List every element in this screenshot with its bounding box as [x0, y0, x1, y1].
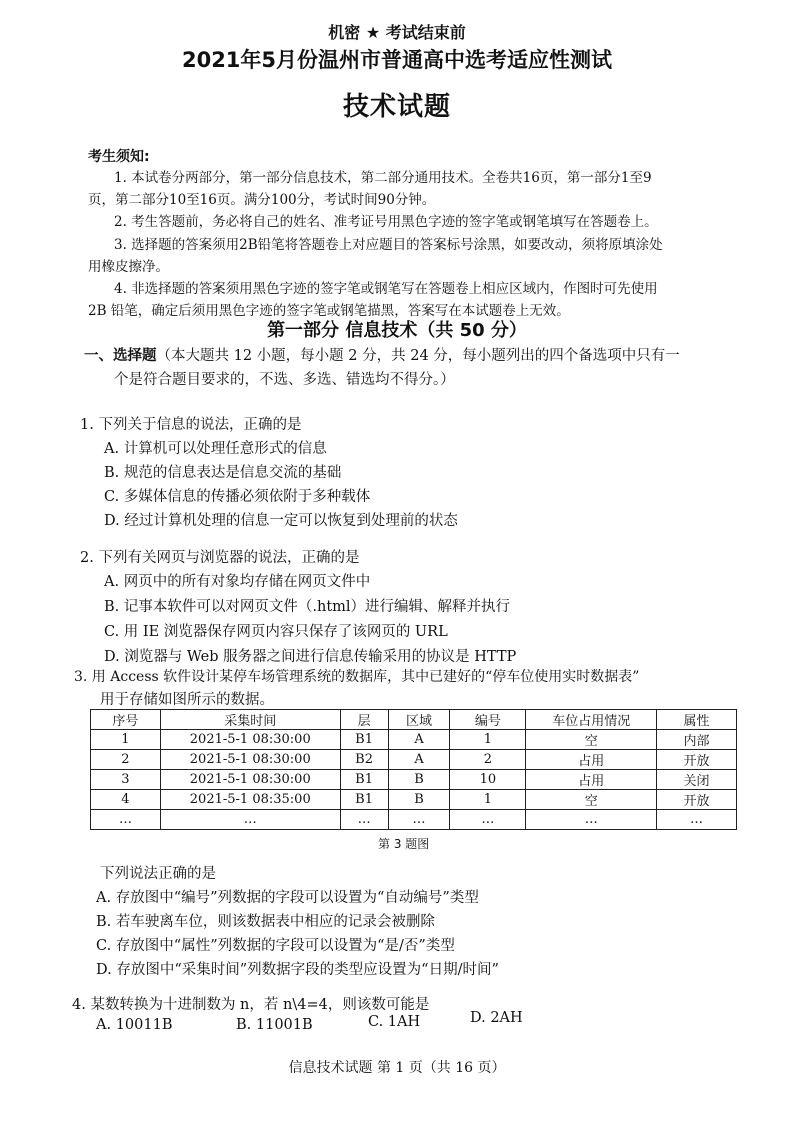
table-cell: 占用 — [526, 770, 657, 790]
table-header-cell: 属性 — [657, 710, 737, 730]
q2-option-b: B. 记事本软件可以对网页文件（.html）进行编辑、解释并执行 — [104, 599, 511, 615]
table-cell: 4 — [91, 790, 161, 810]
table-cell: B1 — [340, 730, 388, 750]
table-cell: B2 — [340, 750, 388, 770]
q4-option-a: A. 10011B — [96, 1017, 173, 1033]
table-cell: A — [388, 730, 450, 750]
table-cell: … — [91, 810, 161, 830]
notice-line-2: 页，第二部分10至16页。满分100分，考试时间90分钟。 — [88, 192, 436, 208]
section-title: 第一部分 信息技术（共 50 分） — [267, 320, 527, 341]
table-row — [91, 770, 737, 790]
q2-stem: 2. 下列有关网页与浏览器的说法，正确的是 — [80, 550, 360, 566]
q3-option-a: A. 存放图中“编号”列数据的字段可以设置为“自动编号”类型 — [96, 890, 479, 906]
table-cell: 3 — [91, 770, 161, 790]
table-cell: B — [388, 790, 450, 810]
confidential-label: 机密 ★ 考试结束前 — [328, 23, 466, 42]
table-row — [91, 790, 737, 810]
table-cell: B1 — [340, 790, 388, 810]
q3-stem-1: 3. 用 Access 软件设计某停车场管理系统的数据库，其中已建好的“停车位使用实时数据表” — [74, 669, 640, 685]
q4-option-b: B. 11001B — [236, 1017, 313, 1033]
table-cell: 1 — [91, 730, 161, 750]
table-cell: 1 — [450, 730, 526, 750]
table-cell: 10 — [450, 770, 526, 790]
table-cell: 2021-5-1 08:35:00 — [160, 790, 340, 810]
table-cell: 关闭 — [657, 770, 737, 790]
q2-option-a: A. 网页中的所有对象均存储在网页文件中 — [104, 574, 371, 590]
part-heading: 一、选择题 — [84, 348, 157, 364]
notice-line-4: 3. 选择题的答案须用2B铅笔将答题卷上对应题目的答案标号涂黑，如要改动，须将原填涂处 — [114, 237, 663, 253]
figure-caption: 第 3 题图 — [378, 837, 430, 851]
table-cell: 2 — [91, 750, 161, 770]
table-row — [91, 730, 737, 750]
notice-line-6: 4. 非选择题的答案须用黑色字迹的签字笔或钢笔写在答题卷上相应区域内，作图时可先使用 — [114, 281, 658, 297]
part-desc-2: 个是符合题目要求的，不选、多选、错选均不得分。） — [114, 372, 455, 388]
table-cell: 2 — [450, 750, 526, 770]
q4-stem: 4. 某数转换为十进制数为 n，若 n\4=4，则该数可能是 — [72, 997, 430, 1013]
table-header-cell: 采集时间 — [160, 710, 340, 730]
q1-option-d: D. 经过计算机处理的信息一定可以恢复到处理前的状态 — [104, 513, 458, 529]
table-row — [91, 810, 737, 830]
table-header-cell: 序号 — [91, 710, 161, 730]
table-cell: 空 — [526, 790, 657, 810]
page-footer: 信息技术试题 第 1 页（共 16 页） — [288, 1060, 506, 1076]
parking-data-table — [90, 709, 737, 830]
table-row — [91, 750, 737, 770]
notice-line-3: 2. 考生答题前，务必将自己的姓名、准考证号用黑色字迹的签字笔或钢笔填写在答题卷上。 — [114, 214, 658, 230]
table-cell: … — [657, 810, 737, 830]
table-cell: … — [160, 810, 340, 830]
paper-title: 技术试题 — [342, 92, 451, 122]
table-cell: 占用 — [526, 750, 657, 770]
q2-option-c: C. 用 IE 浏览器保存网页内容只保存了该网页的 URL — [104, 624, 448, 640]
table-cell: … — [450, 810, 526, 830]
exam-title: 2021年5月份温州市普通高中选考适应性测试 — [181, 48, 613, 72]
table-cell: 内部 — [657, 730, 737, 750]
table-header-row — [91, 710, 737, 730]
q1-option-c: C. 多媒体信息的传播必须依附于多种载体 — [104, 489, 371, 505]
table-cell: 1 — [450, 790, 526, 810]
table-header-cell: 编号 — [450, 710, 526, 730]
table-header-cell: 车位占用情况 — [526, 710, 657, 730]
table-cell: B1 — [340, 770, 388, 790]
table-cell: 2021-5-1 08:30:00 — [160, 750, 340, 770]
notice-title: 考生须知: — [88, 149, 150, 165]
notice-line-7: 2B 铅笔，确定后须用黑色字迹的签字笔或钢笔描黑，答案写在本试题卷上无效。 — [88, 303, 570, 319]
notice-line-1: 1. 本试卷分两部分，第一部分信息技术，第二部分通用技术。全卷共16页，第一部分1至9 — [114, 170, 652, 186]
q1-stem: 1. 下列关于信息的说法，正确的是 — [80, 417, 302, 433]
table-cell: 开放 — [657, 750, 737, 770]
table-cell: B — [388, 770, 450, 790]
table-cell: 2021-5-1 08:30:00 — [160, 770, 340, 790]
q4-option-d: D. 2AH — [470, 1010, 523, 1026]
q3-option-b: B. 若车驶离车位，则该数据表中相应的记录会被删除 — [96, 914, 435, 930]
table-cell: A — [388, 750, 450, 770]
q1-option-a: A. 计算机可以处理任意形式的信息 — [104, 441, 327, 457]
table-cell: 2021-5-1 08:30:00 — [160, 730, 340, 750]
table-header-cell: 区域 — [388, 710, 450, 730]
table-cell: 空 — [526, 730, 657, 750]
q3-option-c: C. 存放图中“属性”列数据的字段可以设置为“是/否”类型 — [96, 938, 455, 954]
table-cell: 开放 — [657, 790, 737, 810]
table-header-cell: 层 — [340, 710, 388, 730]
table-cell: … — [340, 810, 388, 830]
table-cell: … — [526, 810, 657, 830]
q4-option-c: C. 1AH — [368, 1014, 421, 1030]
q3-option-d: D. 存放图中“采集时间”列数据字段的类型应设置为“日期/时间” — [96, 962, 499, 978]
q2-option-d: D. 浏览器与 Web 服务器之间进行信息传输采用的协议是 HTTP — [104, 649, 517, 665]
q3-stem-2: 用于存储如图所示的数据。 — [100, 692, 274, 708]
table-cell: … — [388, 810, 450, 830]
q1-option-b: B. 规范的信息表达是信息交流的基础 — [104, 465, 342, 481]
part-desc-1: （本大题共 12 小题，每小题 2 分，共 24 分，每小题列出的四个备选项中只有一 — [156, 348, 680, 364]
q3-lead: 下列说法正确的是 — [100, 866, 216, 882]
notice-line-5: 用橡皮擦净。 — [88, 259, 169, 275]
